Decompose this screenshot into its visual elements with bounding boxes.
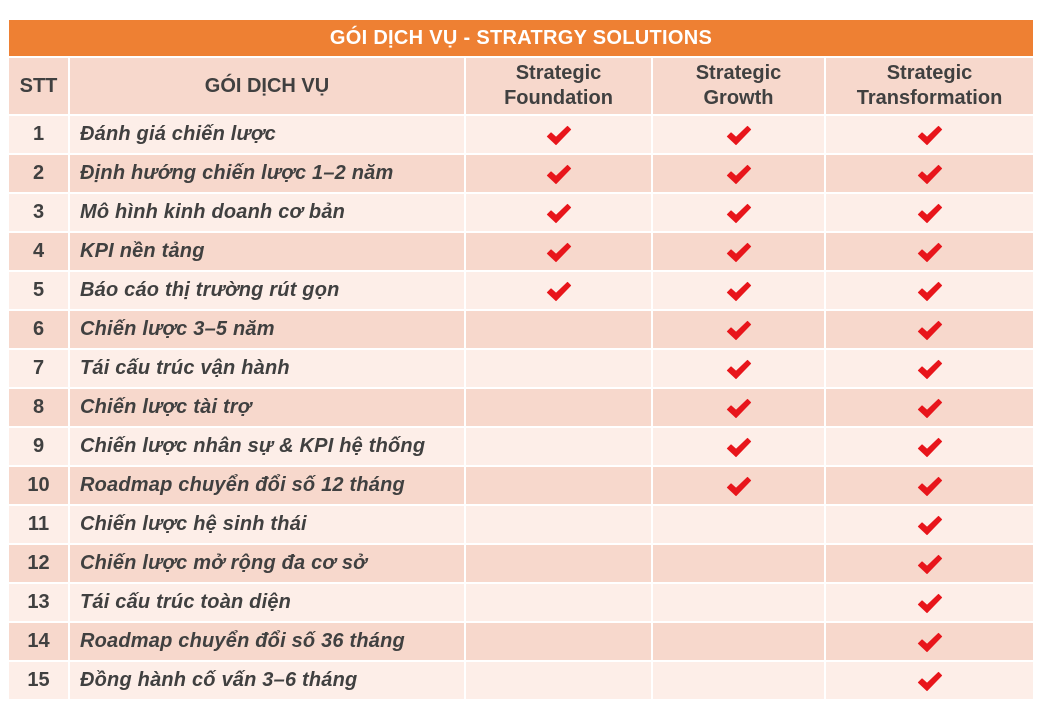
check-mark-icon [726, 320, 752, 342]
table-row [8, 271, 1034, 310]
table-row [8, 544, 1034, 583]
row-stt: 2 [8, 154, 69, 193]
header-stt: STT [8, 57, 69, 115]
row-service-name: Chiến lược nhân sự & KPI hệ thống [69, 427, 465, 466]
row-service-name: Mô hình kinh doanh cơ bản [69, 193, 465, 232]
row-stt: 15 [8, 661, 69, 700]
check-cell-growth [652, 271, 825, 310]
check-cell-growth [652, 115, 825, 154]
check-mark-icon [546, 281, 572, 303]
row-stt: 8 [8, 388, 69, 427]
row-stt: 11 [8, 505, 69, 544]
check-mark-icon [917, 554, 943, 576]
header-package-line1: Strategic [515, 62, 602, 84]
check-cell-growth [652, 193, 825, 232]
check-mark-icon [917, 398, 943, 420]
check-mark-icon [917, 359, 943, 381]
table-body [8, 115, 1034, 700]
row-service-name: Chiến lược 3–5 năm [69, 310, 465, 349]
row-service-name: Roadmap chuyển đổi số 12 tháng [69, 466, 465, 505]
check-mark-icon [726, 437, 752, 459]
check-cell-foundation [465, 661, 652, 700]
row-stt: 4 [8, 232, 69, 271]
check-cell-transformation [825, 583, 1034, 622]
check-cell-foundation [465, 466, 652, 505]
row-stt: 1 [8, 115, 69, 154]
table-row [8, 232, 1034, 271]
row-stt: 10 [8, 466, 69, 505]
check-mark-icon [917, 242, 943, 264]
check-mark-icon [726, 242, 752, 264]
row-service-name: Tái cấu trúc toàn diện [69, 583, 465, 622]
check-cell-transformation [825, 544, 1034, 583]
check-cell-foundation [465, 349, 652, 388]
table-row [8, 310, 1034, 349]
check-cell-transformation [825, 349, 1034, 388]
check-cell-foundation [465, 232, 652, 271]
header-package-line1: Strategic [886, 62, 973, 84]
check-mark-icon [726, 164, 752, 186]
table-row [8, 115, 1034, 154]
check-cell-transformation [825, 310, 1034, 349]
table-row [8, 505, 1034, 544]
check-cell-foundation [465, 154, 652, 193]
check-mark-icon [917, 320, 943, 342]
check-cell-foundation [465, 115, 652, 154]
row-service-name: Định hướng chiến lược 1–2 năm [69, 154, 465, 193]
check-mark-icon [917, 281, 943, 303]
check-mark-icon [917, 125, 943, 147]
check-cell-transformation [825, 154, 1034, 193]
check-cell-transformation [825, 271, 1034, 310]
row-service-name: Tái cấu trúc vận hành [69, 349, 465, 388]
row-service-name: KPI nền tảng [69, 232, 465, 271]
row-service-name: Đánh giá chiến lược [69, 115, 465, 154]
table-title: GÓI DỊCH VỤ - STRATRGY SOLUTIONS [8, 19, 1034, 57]
check-cell-growth [652, 505, 825, 544]
check-cell-transformation [825, 193, 1034, 232]
table-row [8, 388, 1034, 427]
check-mark-icon [917, 437, 943, 459]
check-cell-transformation [825, 466, 1034, 505]
check-cell-foundation [465, 622, 652, 661]
header-package-line1: Strategic [695, 62, 782, 84]
check-cell-growth [652, 583, 825, 622]
check-mark-icon [726, 476, 752, 498]
check-cell-foundation [465, 544, 652, 583]
row-stt: 7 [8, 349, 69, 388]
check-mark-icon [726, 125, 752, 147]
check-cell-transformation [825, 232, 1034, 271]
check-cell-foundation [465, 271, 652, 310]
row-service-name: Chiến lược tài trợ [69, 388, 465, 427]
header-service: GÓI DỊCH VỤ [69, 57, 465, 115]
check-mark-icon [917, 671, 943, 693]
row-service-name: Báo cáo thị trường rút gọn [69, 271, 465, 310]
check-mark-icon [917, 593, 943, 615]
check-cell-growth [652, 349, 825, 388]
check-cell-growth [652, 544, 825, 583]
check-mark-icon [917, 515, 943, 537]
check-mark-icon [917, 476, 943, 498]
check-cell-growth [652, 388, 825, 427]
row-stt: 12 [8, 544, 69, 583]
table-row [8, 466, 1034, 505]
check-cell-transformation [825, 661, 1034, 700]
check-cell-transformation [825, 427, 1034, 466]
check-mark-icon [546, 203, 572, 225]
check-mark-icon [917, 203, 943, 225]
check-cell-growth [652, 661, 825, 700]
check-cell-foundation [465, 388, 652, 427]
check-mark-icon [917, 164, 943, 186]
table-row [8, 154, 1034, 193]
check-cell-foundation [465, 193, 652, 232]
check-cell-foundation [465, 505, 652, 544]
check-cell-growth [652, 427, 825, 466]
table-row [8, 193, 1034, 232]
check-cell-foundation [465, 310, 652, 349]
check-cell-foundation [465, 583, 652, 622]
row-service-name: Chiến lược hệ sinh thái [69, 505, 465, 544]
header-package-growth [652, 57, 825, 115]
header-package-line2: Growth [703, 87, 774, 109]
check-mark-icon [726, 281, 752, 303]
service-table-container [7, 18, 1033, 701]
header-package-foundation [465, 57, 652, 115]
table-row [8, 583, 1034, 622]
table-row [8, 622, 1034, 661]
row-stt: 9 [8, 427, 69, 466]
check-mark-icon [917, 632, 943, 654]
header-package-line2: Transformation [856, 87, 1003, 109]
check-cell-transformation [825, 115, 1034, 154]
check-cell-transformation [825, 505, 1034, 544]
row-stt: 5 [8, 271, 69, 310]
check-mark-icon [726, 359, 752, 381]
check-cell-transformation [825, 388, 1034, 427]
row-stt: 14 [8, 622, 69, 661]
service-package-table [7, 18, 1035, 701]
check-mark-icon [546, 164, 572, 186]
table-row [8, 349, 1034, 388]
header-package-transformation [825, 57, 1034, 115]
check-cell-growth [652, 232, 825, 271]
check-cell-growth [652, 310, 825, 349]
check-cell-foundation [465, 427, 652, 466]
table-row [8, 427, 1034, 466]
row-stt: 6 [8, 310, 69, 349]
row-service-name: Chiến lược mở rộng đa cơ sở [69, 544, 465, 583]
row-service-name: Roadmap chuyển đổi số 36 tháng [69, 622, 465, 661]
check-cell-growth [652, 466, 825, 505]
row-stt: 13 [8, 583, 69, 622]
check-cell-growth [652, 622, 825, 661]
check-mark-icon [726, 398, 752, 420]
check-mark-icon [546, 125, 572, 147]
check-cell-growth [652, 154, 825, 193]
row-stt: 3 [8, 193, 69, 232]
row-service-name: Đồng hành cố vấn 3–6 tháng [69, 661, 465, 700]
header-package-line2: Foundation [504, 87, 613, 109]
check-mark-icon [546, 242, 572, 264]
check-mark-icon [726, 203, 752, 225]
table-row [8, 661, 1034, 700]
check-cell-transformation [825, 622, 1034, 661]
